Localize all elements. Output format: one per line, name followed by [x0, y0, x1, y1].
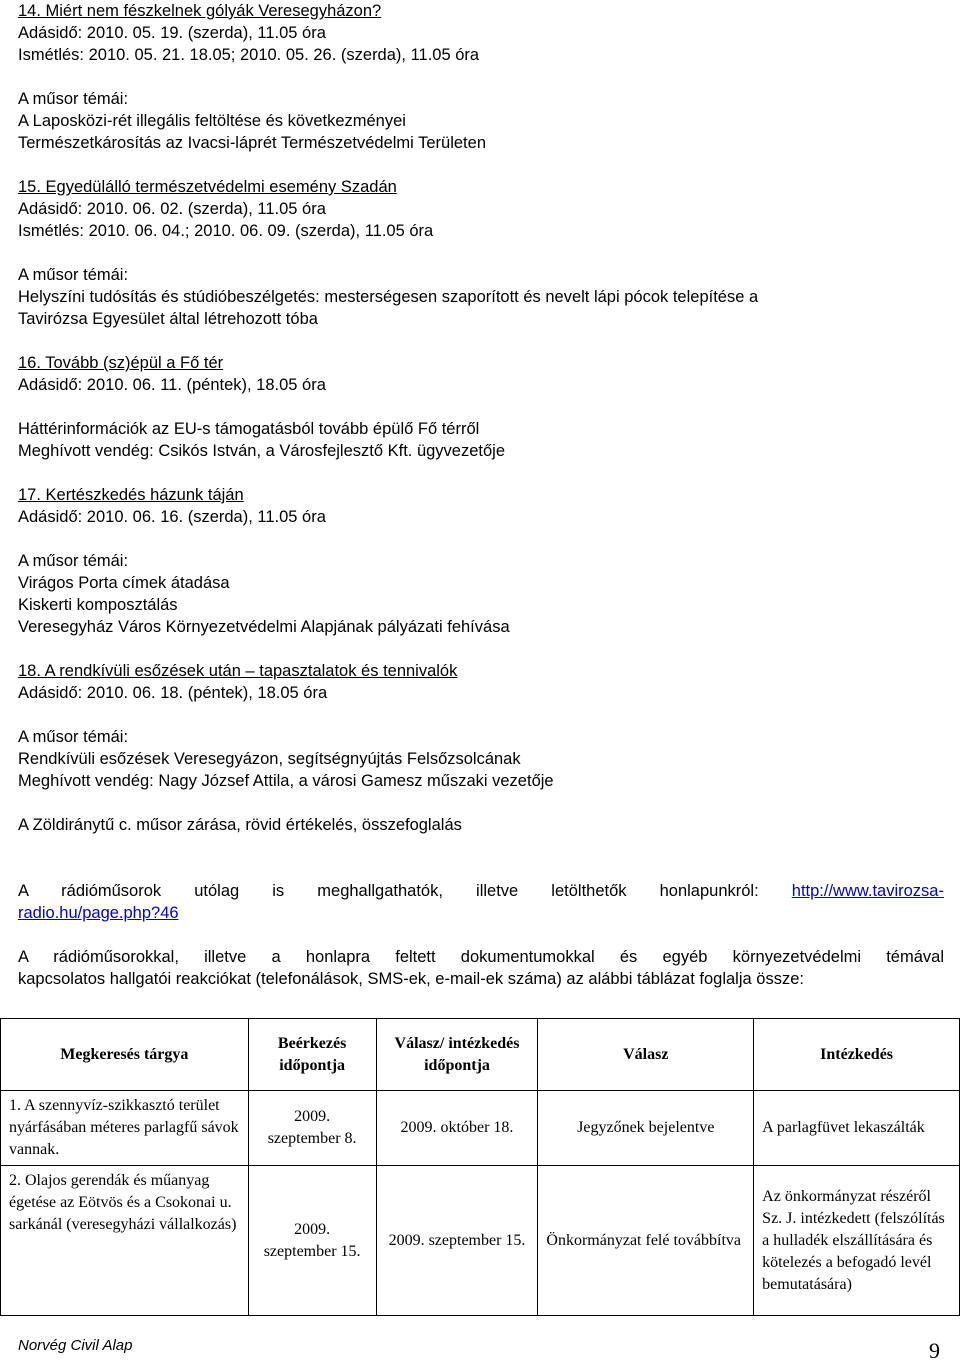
closing-line: A Zöldiránytű c. műsor zárása, rövid értékelés, összefoglalás	[18, 816, 462, 834]
row-1-received: 2009. szeptember 8.	[248, 1091, 376, 1166]
section-16-airtime: Adásidő: 2010. 06. 11. (péntek), 18.05 óra	[18, 376, 326, 394]
header-response: Válasz	[538, 1019, 754, 1091]
section-15-title: 15. Egyedülálló természetvédelmi esemény Szadán	[18, 178, 397, 196]
section-17-title: 17. Kertészkedés házunk táján	[18, 486, 244, 504]
section-14-topics-label: A műsor témái:	[18, 90, 129, 108]
section-14-topic-2: Természetkárosítás az Ivacsi-láprét Természetvédelmi Területen	[18, 134, 486, 152]
row-2-response-time: 2009. szeptember 15.	[376, 1166, 538, 1316]
website-link-part-1[interactable]: http://www.tavirozsa-	[791, 882, 944, 900]
footer-organization: Norvég Civil Alap	[18, 1337, 133, 1354]
page-number: 9	[929, 1338, 940, 1363]
section-15-topics-label: A műsor témái:	[18, 266, 129, 284]
paragraph-reactions-line-2: kapcsolatos hallgatói reakciókat (telefonálások, SMS-ek, e-mail-ek száma) az alábbi táblázat foglalja össze:	[18, 970, 804, 988]
section-18-airtime: Adásidő: 2010. 06. 18. (péntek), 18.05 óra	[18, 684, 328, 702]
header-subject: Megkeresés tárgya	[1, 1019, 249, 1091]
section-15-airtime: Adásidő: 2010. 06. 02. (szerda), 11.05 óra	[18, 200, 326, 218]
section-14-topic-1: A Laposközi-rét illegális feltöltése és következményei	[18, 112, 406, 130]
row-1-response-time: 2009. október 18.	[376, 1091, 538, 1166]
section-14-repeat: Ismétlés: 2010. 05. 21. 18.05; 2010. 05. 26. (szerda), 11.05 óra	[18, 46, 480, 64]
row-2-received: 2009. szeptember 15.	[248, 1166, 376, 1316]
table-row	[1, 1166, 960, 1316]
section-16-topic-2: Meghívott vendég: Csikós István, a Városfejlesztő Kft. ügyvezetője	[18, 442, 505, 460]
paragraph-reactions-line-1: A rádióműsorokkal, illetve a honlapra feltett dokumentumokkal és egyéb környezetvédelmi témával	[18, 948, 944, 966]
header-action: Intézkedés	[754, 1019, 960, 1091]
paragraph-download-line-2	[18, 902, 944, 924]
section-16-topic-1: Háttérinformációk az EU-s támogatásból tovább épülő Fő térről	[18, 420, 480, 438]
section-18-title: 18. A rendkívüli esőzések után – tapasztalatok és tennivalók	[18, 662, 458, 680]
row-2-subject: 2. Olajos gerendák és műanyag égetése az Eötvös és a Csokonai u. sarkánál (veresegyházi vállalkozás)	[1, 1166, 249, 1316]
section-18-topics-label: A műsor témái:	[18, 728, 129, 746]
row-2-response: Önkormányzat felé továbbítva	[538, 1166, 754, 1316]
document-body	[18, 0, 944, 990]
section-15-repeat: Ismétlés: 2010. 06. 04.; 2010. 06. 09. (szerda), 11.05 óra	[18, 222, 434, 240]
section-15-topic-2: Tavirózsa Egyesület által létrehozott tóba	[18, 310, 318, 328]
website-link-part-2[interactable]: radio.hu/page.php?46	[18, 904, 179, 922]
row-2-action: Az önkormányzat részéről Sz. J. intézkedett (felszólítás a hulladék elszállítására és kötelezés a befogadó levél bemutatására)	[754, 1166, 960, 1316]
paragraph-download-text: A rádióműsorok utólag is meghallgathatók, illetve letölthetők honlapunkról:	[18, 882, 759, 900]
header-received: Beérkezés időpontja	[248, 1019, 376, 1091]
row-1-subject: 1. A szennyvíz-szikkasztó terület nyárfásában méteres parlagfű sávok vannak.	[1, 1091, 249, 1166]
section-16-title: 16. Tovább (sz)épül a Fő tér	[18, 354, 224, 372]
section-14-title: 14. Miért nem fészkelnek gólyák Veresegyházon?	[18, 2, 382, 20]
table-row	[1, 1091, 960, 1166]
table-header-row	[1, 1019, 960, 1091]
section-18-topic-1: Rendkívüli esőzések Veresegyázon, segítségnyújtás Felsőzsolcának	[18, 750, 521, 768]
section-17-topic-3: Veresegyház Város Környezetvédelmi Alapjának pályázati fehívása	[18, 618, 510, 636]
reactions-table	[0, 1018, 960, 1316]
section-18-topic-2: Meghívott vendég: Nagy József Attila, a városi Gamesz műszaki vezetője	[18, 772, 554, 790]
header-response-time: Válasz/ intézkedés időpontja	[376, 1019, 538, 1091]
section-17-airtime: Adásidő: 2010. 06. 16. (szerda), 11.05 óra	[18, 508, 326, 526]
section-17-topic-2: Kiskerti komposztálás	[18, 596, 178, 614]
section-17-topics-label: A műsor témái:	[18, 552, 129, 570]
section-17-topic-1: Virágos Porta címek átadása	[18, 574, 230, 592]
paragraph-download	[18, 880, 944, 902]
row-1-action: A parlagfüvet lekaszálták	[754, 1091, 960, 1166]
section-14-airtime: Adásidő: 2010. 05. 19. (szerda), 11.05 óra	[18, 24, 326, 42]
section-15-topic-1: Helyszíni tudósítás és stúdióbeszélgetés: mesterségesen szaporított és nevelt lápi pócok telepítése a	[18, 288, 759, 306]
row-1-response: Jegyzőnek bejelentve	[538, 1091, 754, 1166]
